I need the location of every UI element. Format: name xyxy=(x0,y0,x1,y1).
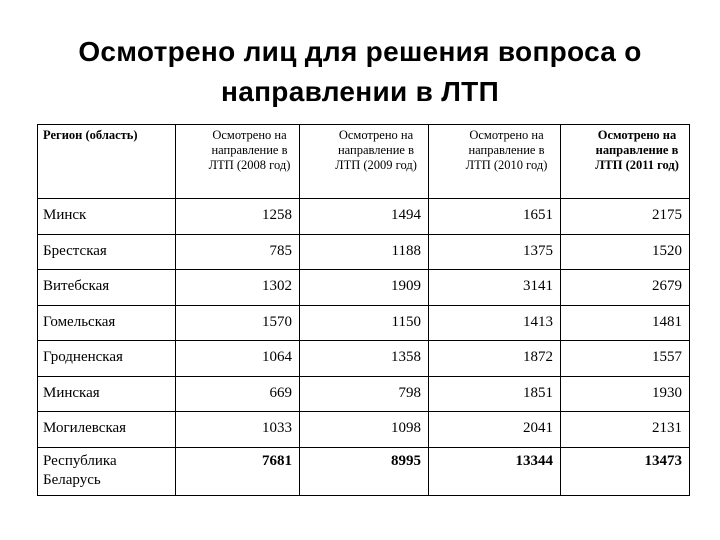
value-cell: 1851 xyxy=(429,376,561,412)
table-row xyxy=(38,305,690,341)
region-cell: Минская xyxy=(38,376,176,412)
value-cell: 1520 xyxy=(561,234,690,270)
inspection-table xyxy=(37,124,690,496)
value-cell: 1570 xyxy=(176,305,300,341)
value-cell: 1557 xyxy=(561,341,690,377)
value-cell: 2175 xyxy=(561,199,690,235)
value-cell: 13344 xyxy=(429,447,561,495)
value-cell: 1909 xyxy=(300,270,429,306)
value-cell: 2679 xyxy=(561,270,690,306)
table-row xyxy=(38,234,690,270)
value-cell: 798 xyxy=(300,376,429,412)
value-cell: 1033 xyxy=(176,412,300,448)
value-cell: 2131 xyxy=(561,412,690,448)
region-cell: Витебская xyxy=(38,270,176,306)
title-line-1: Осмотрено лиц для решения вопроса о xyxy=(78,36,642,67)
table-row xyxy=(38,270,690,306)
value-cell: 1375 xyxy=(429,234,561,270)
value-cell: 2041 xyxy=(429,412,561,448)
table-row xyxy=(38,341,690,377)
table-body xyxy=(38,199,690,496)
table-header-row xyxy=(38,125,690,199)
value-cell: 3141 xyxy=(429,270,561,306)
value-cell: 785 xyxy=(176,234,300,270)
region-cell: Могилевская xyxy=(38,412,176,448)
value-cell: 1651 xyxy=(429,199,561,235)
column-header-2009: Осмотрено на направление в ЛТП (2009 год) xyxy=(300,125,429,199)
region-cell: Гродненская xyxy=(38,341,176,377)
table-row xyxy=(38,412,690,448)
page-title xyxy=(0,32,720,112)
value-cell: 1098 xyxy=(300,412,429,448)
value-cell: 1188 xyxy=(300,234,429,270)
column-header-2011: Осмотрено на направление в ЛТП (2011 год) xyxy=(561,125,690,199)
value-cell: 669 xyxy=(176,376,300,412)
region-cell: Республика Беларусь xyxy=(38,447,176,495)
value-cell: 1413 xyxy=(429,305,561,341)
title-line-2: направлении в ЛТП xyxy=(221,76,499,107)
column-header-2010: Осмотрено на направление в ЛТП (2010 год) xyxy=(429,125,561,199)
column-header-region: Регион (область) xyxy=(38,125,176,199)
value-cell: 1872 xyxy=(429,341,561,377)
value-cell: 8995 xyxy=(300,447,429,495)
value-cell: 7681 xyxy=(176,447,300,495)
value-cell: 1150 xyxy=(300,305,429,341)
value-cell: 1258 xyxy=(176,199,300,235)
region-cell: Минск xyxy=(38,199,176,235)
value-cell: 1481 xyxy=(561,305,690,341)
value-cell: 1930 xyxy=(561,376,690,412)
value-cell: 1494 xyxy=(300,199,429,235)
value-cell: 1358 xyxy=(300,341,429,377)
table-row xyxy=(38,199,690,235)
column-header-2008: Осмотрено на направление в ЛТП (2008 год) xyxy=(176,125,300,199)
value-cell: 1302 xyxy=(176,270,300,306)
region-cell: Брестская xyxy=(38,234,176,270)
table-row xyxy=(38,376,690,412)
value-cell: 1064 xyxy=(176,341,300,377)
value-cell: 13473 xyxy=(561,447,690,495)
total-row xyxy=(38,447,690,495)
region-cell: Гомельская xyxy=(38,305,176,341)
